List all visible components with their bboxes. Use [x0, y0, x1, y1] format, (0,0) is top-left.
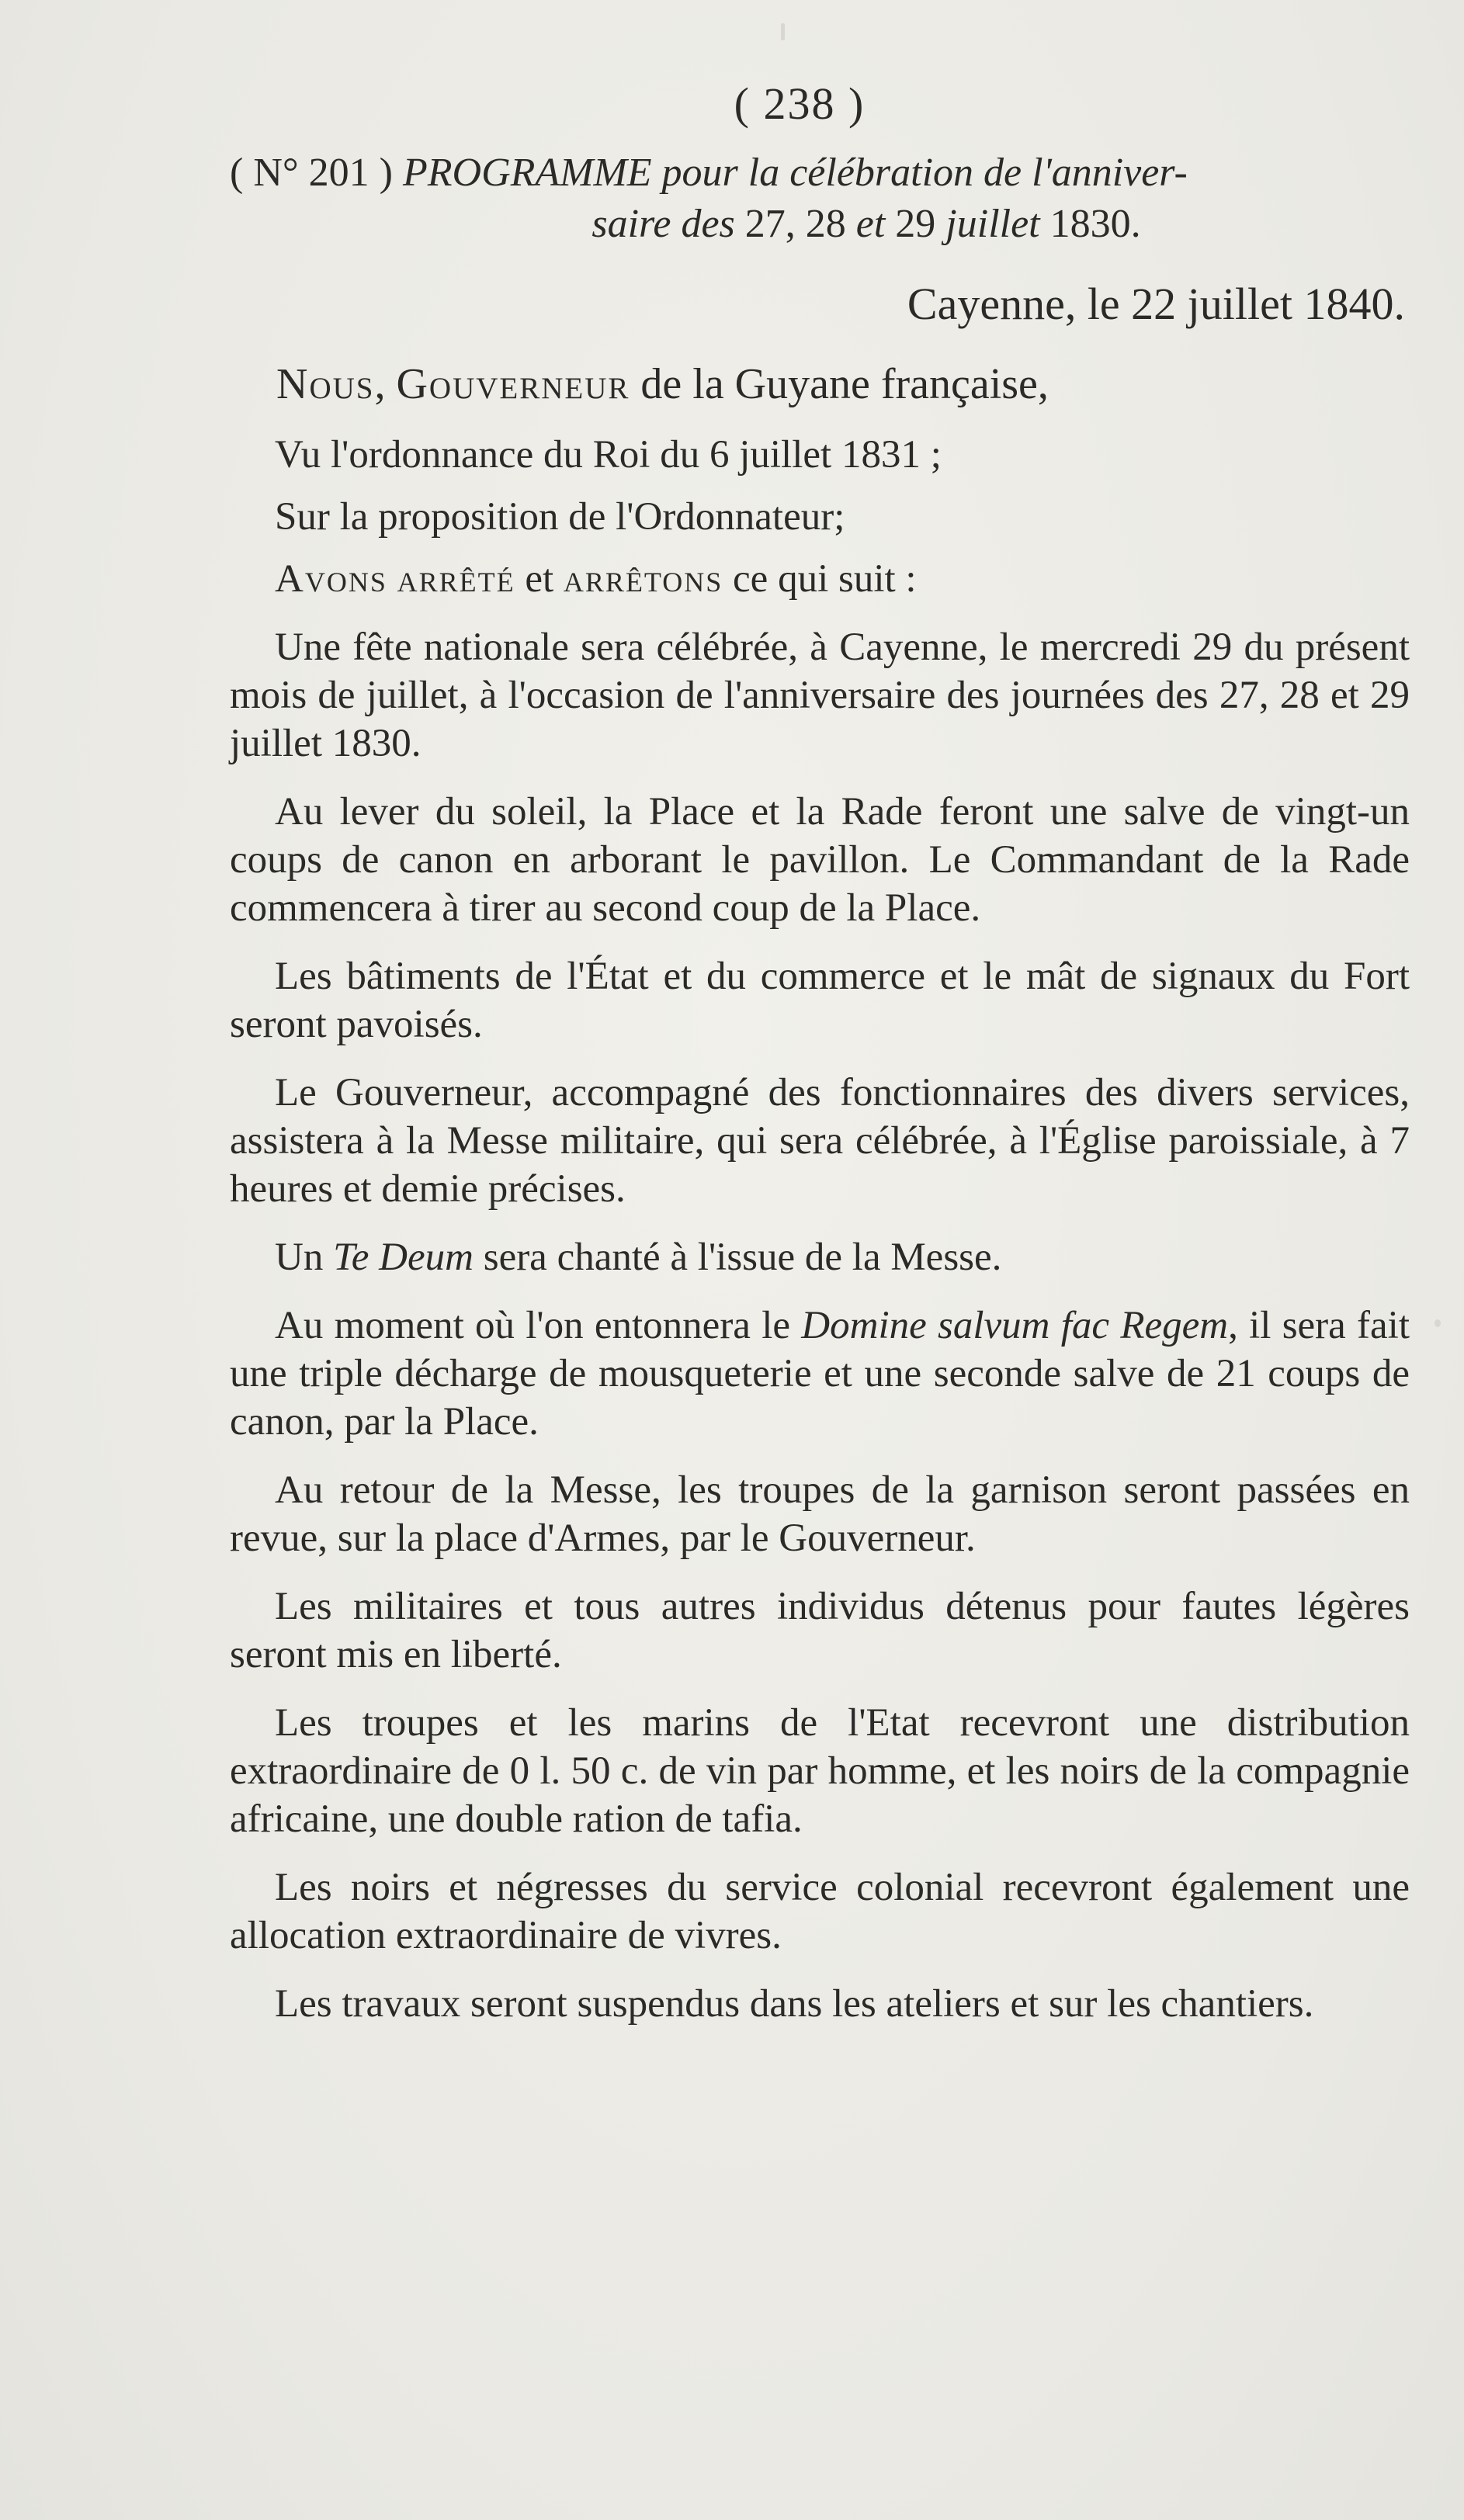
paper-spot	[1435, 1319, 1441, 1327]
dateline: Cayenne, le 22 juillet 1840.	[907, 279, 1405, 329]
governor-rest: de la Guyane française,	[640, 360, 1049, 408]
domine-post: , il sera fait une triple décharge de mousqueterie et une seconde salve de 21 coups de canon, par la Place.	[230, 1304, 1410, 1444]
document-heading	[230, 147, 1410, 250]
paper-spot	[781, 23, 785, 40]
heading-title-cont: pour la célébration de l'anniver-	[661, 151, 1188, 195]
avons-line	[230, 555, 1410, 603]
heading-dates: 27, 28	[744, 202, 846, 246]
arretons-word: arrêtons	[563, 557, 723, 601]
arrete-word: arrêté	[397, 557, 515, 601]
heading-month: juillet	[945, 202, 1040, 246]
paragraph-pavoises: Les bâtiments de l'État et du commerce et le mât de signaux du Fort seront pavoisés.	[230, 955, 1410, 1046]
document-number: ( N° 201 )	[230, 151, 393, 195]
paragraph-salve: Au lever du soleil, la Place et la Rade feront une salve de vingt-un coups de canon en arborant le pavillon. Le Commandant de la Rade commencera à tirer au second coup de la Place.	[230, 790, 1410, 930]
paragraph-messe: Le Gouverneur, accompagné des fonctionnaires des divers services, assistera à la Messe militaire, qui sera célébrée, à l'Église paroissiale, à 7 heures et demie précises.	[230, 1071, 1410, 1211]
heading-et: et	[855, 202, 886, 246]
heading-subline	[272, 199, 1410, 250]
paragraph-fete: Une fête nationale sera célébrée, à Cayenne, le mercredi 29 du présent mois de juillet, à l'occasion de l'anniversaire des journées des 27, 28 et 29 juillet 1830.	[230, 626, 1410, 765]
avons-word: Avons	[275, 557, 387, 601]
paragraph-vivres: Les noirs et négresses du service colonial recevront également une allocation extraordinaire de vivres.	[230, 1866, 1410, 1957]
paragraph-domine	[230, 1302, 1410, 1446]
paragraph-distribution: Les troupes et les marins de l'Etat recevront une distribution extraordinaire de 0 l. 50 c. de vin par homme, et les noirs de la compagnie africaine, une double ration de tafia.	[230, 1701, 1410, 1841]
governor-nous: Nous	[276, 360, 375, 408]
sur-line: Sur la proposition de l'Ordonnateur;	[275, 495, 845, 539]
heading-date: 29	[895, 202, 936, 246]
governor-title: Gouverneur	[396, 360, 630, 408]
page-number: ( 238 )	[734, 78, 866, 129]
document-body	[230, 147, 1410, 2048]
te-deum-pre: Un	[275, 1236, 324, 1279]
heading-year: 1830.	[1049, 202, 1141, 246]
et-word: et	[525, 557, 554, 601]
paragraph-revue: Au retour de la Messe, les troupes de la garnison seront passées en revue, sur la place d'Armes, par le Gouverneur.	[230, 1468, 1410, 1560]
vu-line: Vu l'ordonnance du Roi du 6 juillet 1831 ;	[275, 433, 942, 477]
heading-title: PROGRAMME	[402, 151, 652, 195]
governor-line: Nous, Gouverneur de la Guyane française,	[276, 360, 1049, 408]
paragraph-liberte: Les militaires et tous autres individus détenus pour fautes légères seront mis en liberté.	[230, 1585, 1410, 1676]
domine-pre: Au moment où l'on entonnera le	[275, 1304, 791, 1347]
heading-subline-text: saire des	[591, 202, 735, 246]
paragraph-travaux: Les travaux seront suspendus dans les ateliers et sur les chantiers.	[275, 1982, 1314, 2026]
domine-italic: Domine salvum fac Regem	[801, 1304, 1229, 1347]
paragraph-te-deum	[230, 1233, 1410, 1281]
te-deum-italic: Te Deum	[333, 1236, 474, 1279]
avons-rest: ce qui suit :	[733, 557, 917, 601]
te-deum-post: sera chanté à l'issue de la Messe.	[483, 1236, 1002, 1279]
